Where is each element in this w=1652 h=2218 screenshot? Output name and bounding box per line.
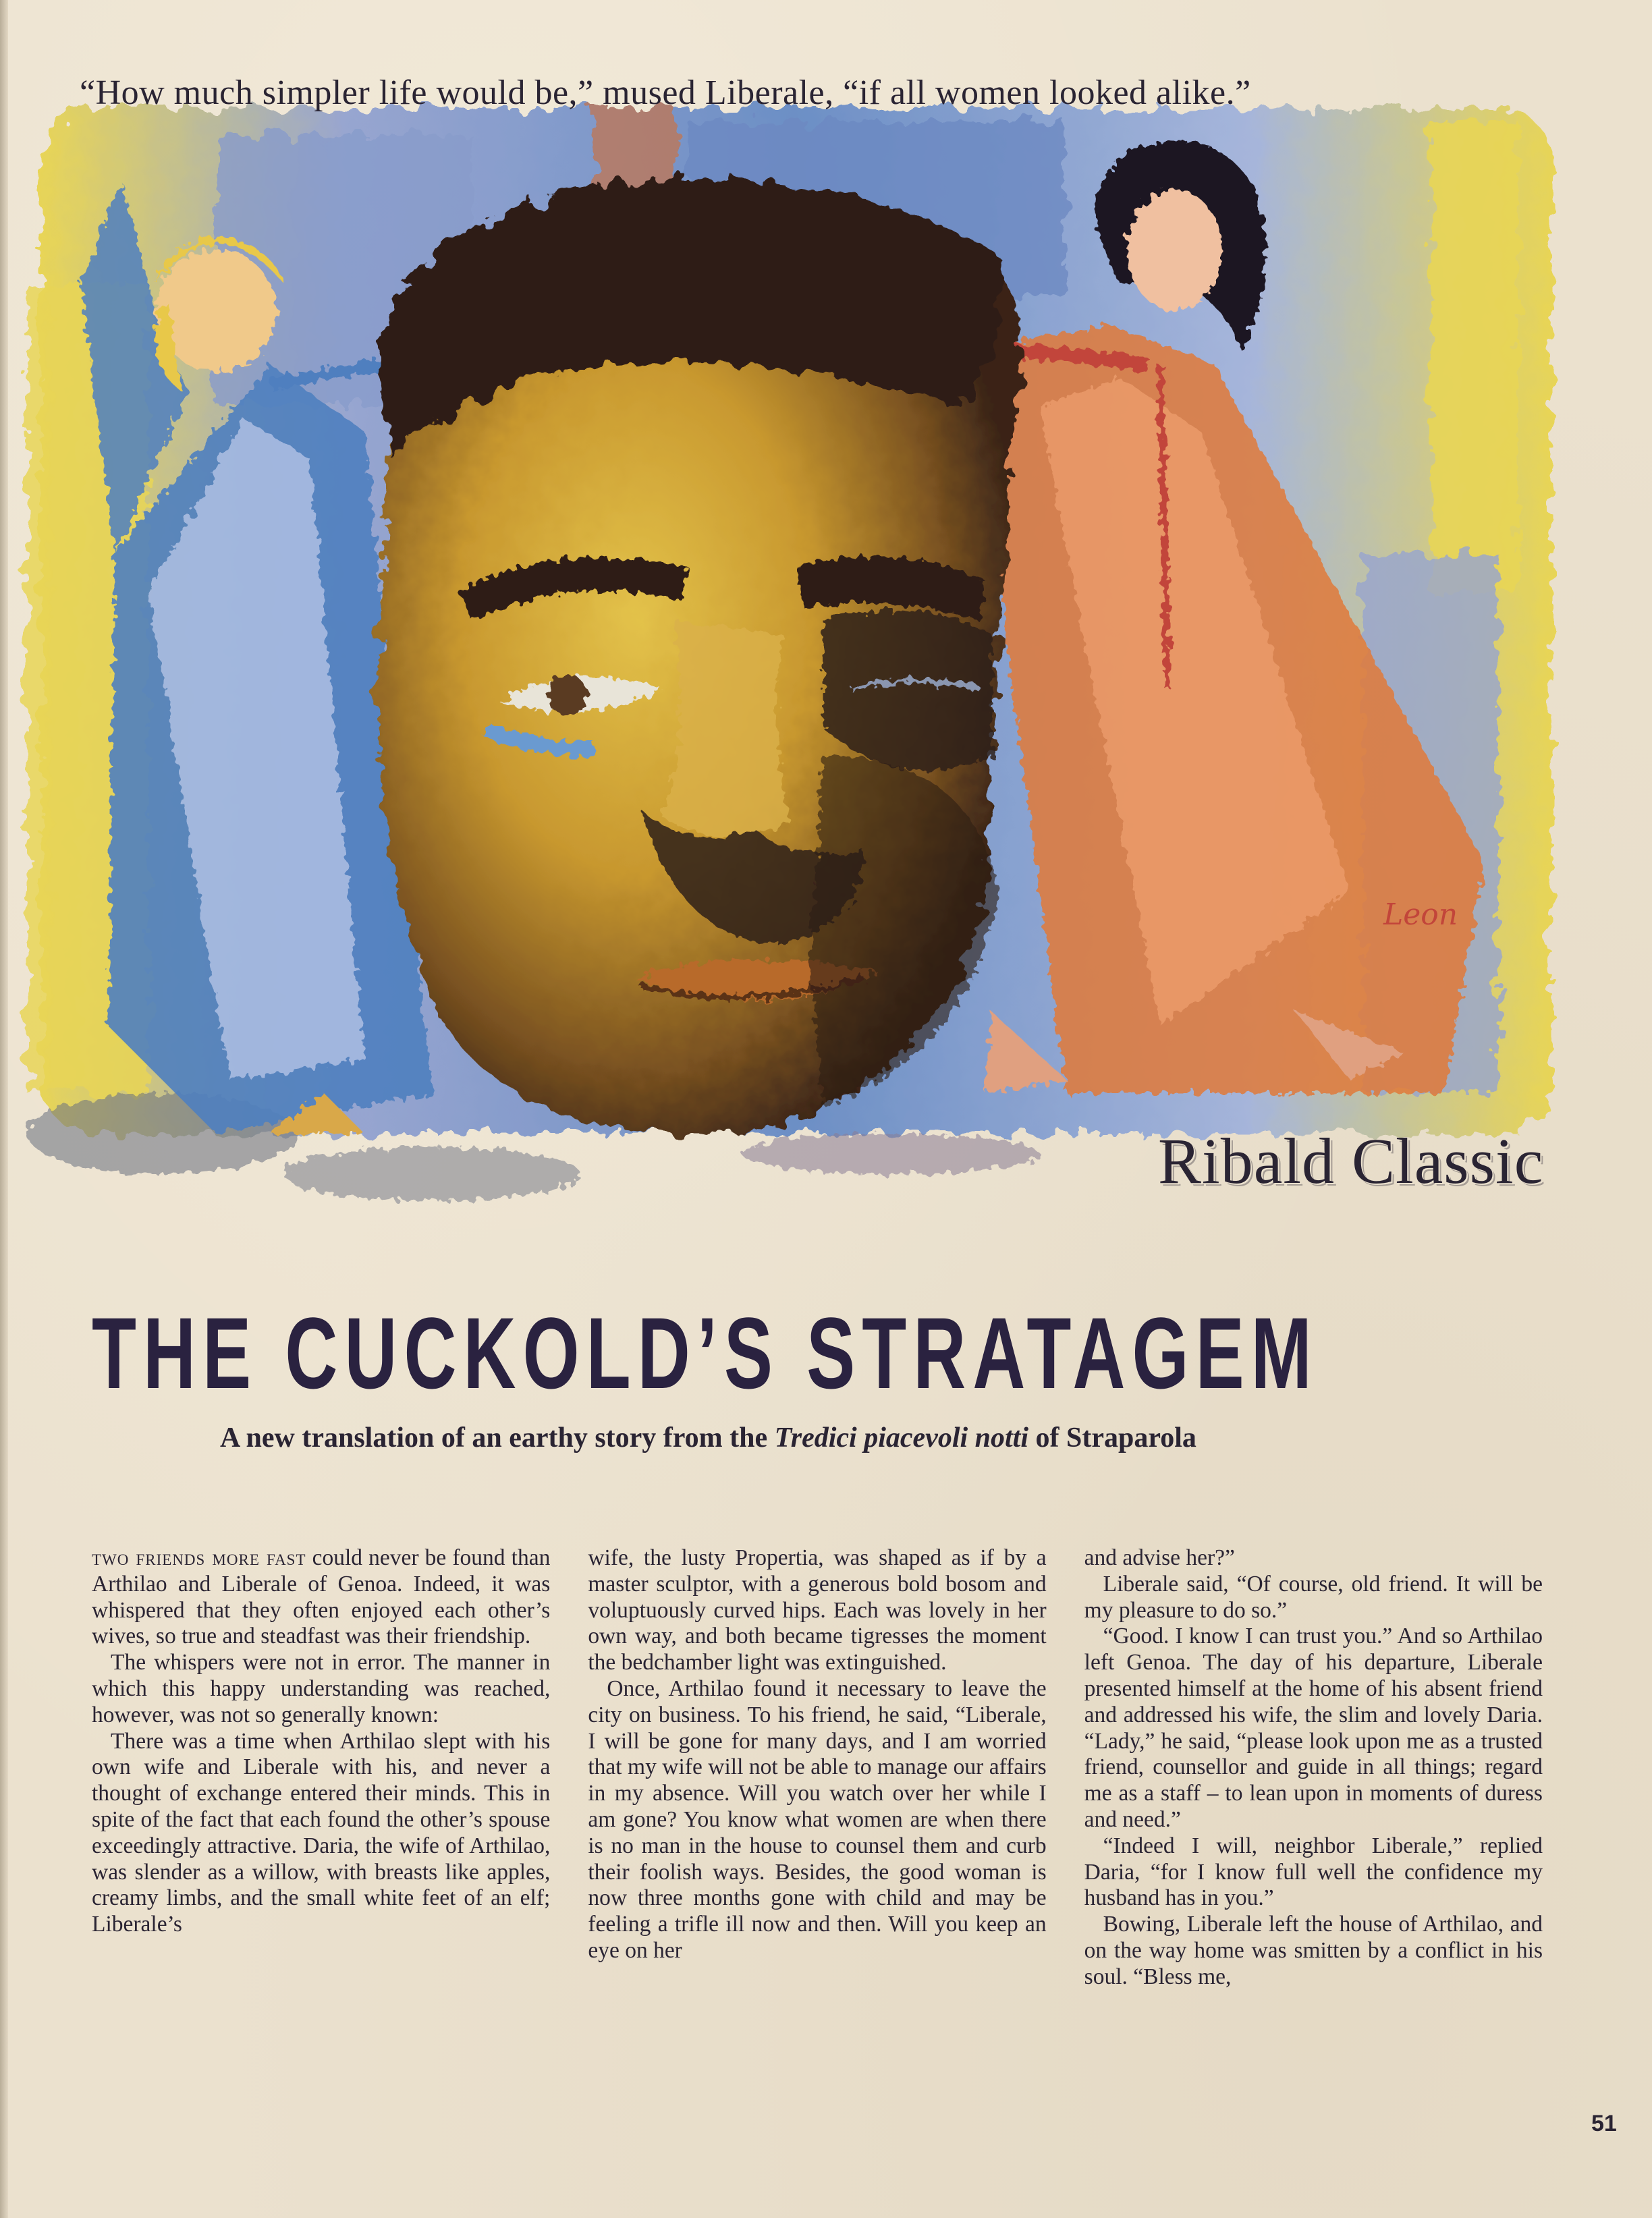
paragraph <box>92 1545 550 1650</box>
page-number: 51 <box>1591 2111 1617 2136</box>
subtitle-prefix: A new translation of an earthy story from the <box>220 1422 775 1453</box>
paragraph: wife, the lusty Propertia, was shaped as if by a master sculptor, with a generous bold bosom and voluptuously curved hips. Each was lovely in her own way, and both became tigresses the moment the bedchamber light was extinguished. <box>588 1545 1047 1675</box>
subtitle-source-title: Tredici piacevoli notti <box>774 1422 1029 1453</box>
painting-of-man-and-two-women <box>13 81 1586 1228</box>
article-subtitle <box>220 1422 1196 1454</box>
paragraph: Once, Arthilao found it necessary to leave the city on business. To his friend, he said, “Liberale, I will be gone for many days, and I am worried that my wife will not be able to manage our affairs in my absence. Will you watch over her while I am gone? You know what women are when there is no man in the house to counsel them and curb their foolish ways. Besides, the good woman is now three months gone with child and may be feeling a trifle ill now and then. Will you keep an eye on her <box>588 1675 1047 1963</box>
body-column-2 <box>588 1545 1046 1991</box>
paragraph: There was a time when Arthilao slept with his own wife and Liberale with his, and never a thought of exchange entered their minds. This in spite of the fact that each found the other’s spouse exceedingly attractive. Daria, the wife of Arthilao, was slender as a willow, with breasts like apples, creamy limbs, and the small white feet of an elf; Liberale’s <box>92 1728 551 1937</box>
paragraph: “Indeed I will, neighbor Liberale,” replied Daria, “for I know full well the confidence my husband has in you.” <box>1084 1833 1543 1911</box>
illustration-caption: “How much simpler life would be,” mused Liberale, “if all women looked alike.” <box>80 74 1251 112</box>
paragraph-text: could never be found than Arthilao and Liberale of Genoa. Indeed, it was whispered that they often enjoyed each other’s wives, so true and steadfast was their friendship. <box>92 1545 551 1649</box>
artist-signature: Leon <box>1383 897 1458 932</box>
lead-in: two friends more fast <box>92 1545 306 1570</box>
paragraph: Liberale said, “Of course, old friend. It will be my pleasure to do so.” <box>1084 1571 1543 1623</box>
paragraph: and advise her?” <box>1084 1545 1235 1570</box>
body-column-3 <box>1084 1545 1543 1991</box>
subtitle-suffix: of Straparola <box>1028 1422 1196 1453</box>
paragraph: “Good. I know I can trust you.” And so Arthilao left Genoa. The day of his departure, Liberale presented himself at the home of his absent friend and addressed his wife, the slim and lovely Daria. “Lady,” he said, “please look upon me as a trusted friend, counsellor and guide in all things; regard me as a staff – to lean upon in moments of duress and need.” <box>1084 1624 1543 1832</box>
section-label: Ribald Classic <box>1158 1125 1544 1197</box>
story-illustration <box>13 81 1586 1228</box>
paragraph: Bowing, Liberale left the house of Arthilao, and on the way home was smitten by a conflict in his soul. “Bless me, <box>1084 1912 1543 1989</box>
paragraph: The whispers were not in error. The manner in which this happy understanding was reached, however, was not so generally known: <box>92 1650 551 1727</box>
article-title: THE CUCKOLD’S STRATAGEM <box>92 1296 1319 1410</box>
page-binding-edge <box>0 0 8 2218</box>
body-column-1 <box>92 1545 550 1991</box>
article-body <box>92 1545 1543 1991</box>
